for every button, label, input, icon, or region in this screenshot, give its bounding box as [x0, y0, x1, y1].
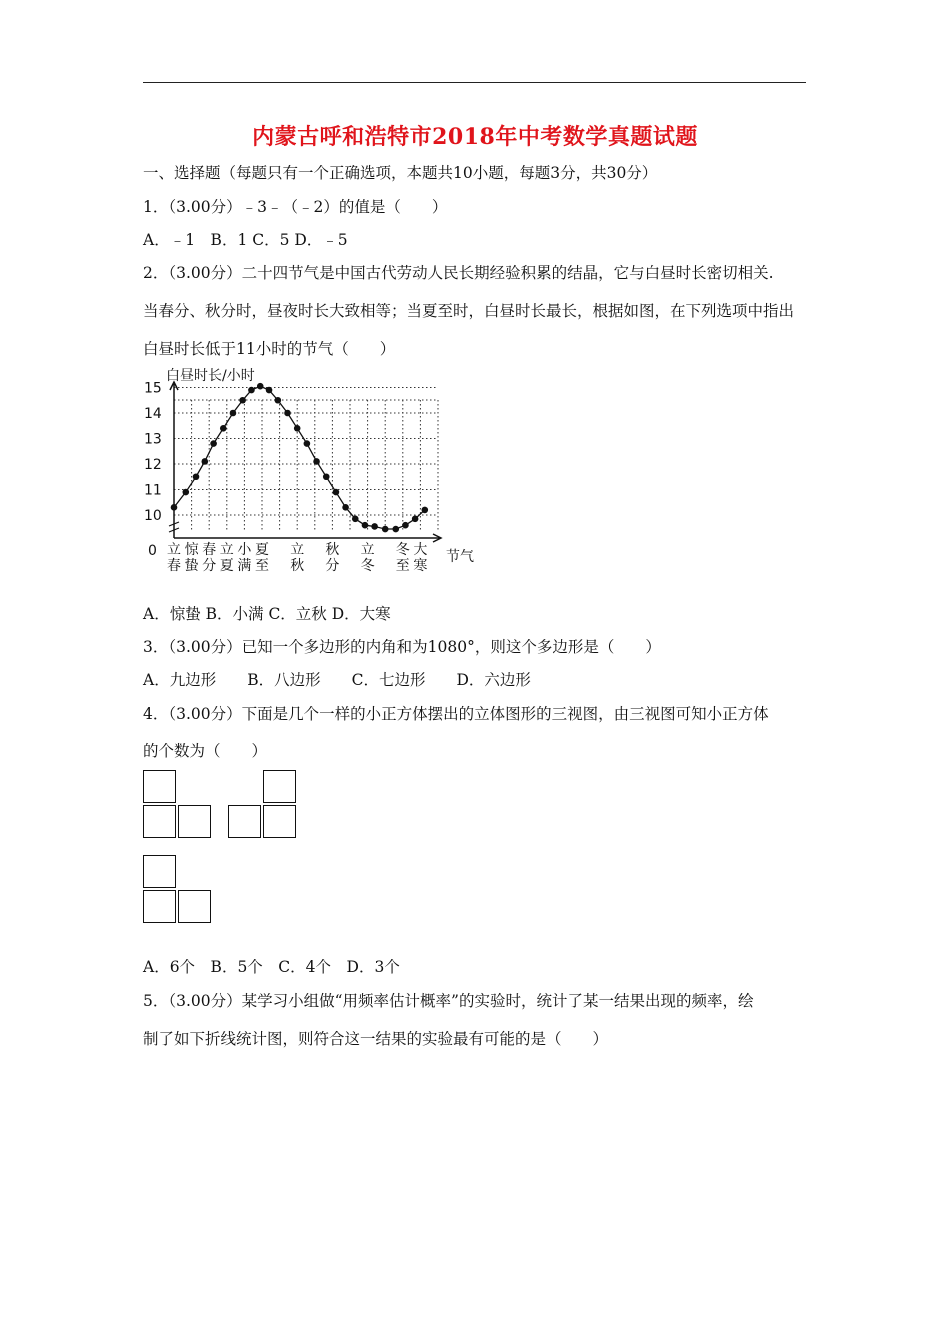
- view-square: [178, 890, 211, 923]
- chart-grid: [174, 388, 438, 531]
- data-point: [333, 489, 340, 496]
- view-square: [263, 770, 296, 803]
- data-point: [202, 458, 209, 465]
- data-point: [323, 473, 330, 480]
- view-square: [143, 805, 176, 838]
- data-point: [342, 504, 349, 511]
- q4-stem-line2: 的个数为（ ）: [143, 742, 268, 760]
- x-tick-label: 夏: [219, 558, 234, 574]
- y-tick-label: 14: [144, 406, 162, 422]
- data-point: [402, 522, 409, 529]
- data-point: [304, 440, 311, 447]
- y-tick-label: 11: [144, 482, 162, 499]
- x-tick-label: 至: [255, 558, 269, 574]
- data-point: [284, 410, 291, 417]
- q4-options: A．6个 B．5个 C．4个 D．3个: [143, 958, 400, 976]
- q1-options: A．﹣1 B．1 C．5 D．﹣5: [143, 231, 348, 249]
- origin-label: 0: [148, 543, 157, 559]
- view-square: [143, 770, 176, 803]
- x-tick-label: 大: [413, 542, 428, 558]
- data-point: [392, 526, 399, 533]
- q2-stem-line3: 白昼时长低于11小时的节气（ ）: [143, 340, 396, 358]
- y-tick-label: 10: [144, 508, 162, 524]
- data-point: [362, 522, 369, 529]
- daylight-chart: [140, 360, 485, 582]
- x-tick-label: 立: [219, 542, 234, 558]
- data-point: [248, 387, 255, 394]
- daylight-line: [174, 386, 425, 529]
- q2-stem-line2: 当春分、秋分时，昼夜时长大致相等；当夏至时，白昼时长最长，根据如图，在下列选项中指出: [143, 302, 795, 320]
- view-square: [143, 890, 176, 923]
- x-tick-label: 春: [167, 558, 181, 574]
- data-point: [230, 410, 237, 417]
- q3-options: A．九边形 B．八边形 C．七边形 D．六边形: [143, 671, 531, 689]
- x-tick-label: 立: [360, 542, 375, 558]
- q2-stem-line1: 2．（3.00分）二十四节气是中国古代劳动人民长期经验积累的结晶，它与白昼时长密切相关.: [143, 264, 774, 282]
- x-tick-label: 惊: [184, 542, 199, 558]
- section-heading: 一、选择题（每题只有一个正确选项，本题共10小题，每题3分，共30分）: [143, 164, 658, 182]
- data-point: [210, 440, 217, 447]
- x-tick-label: 蛰: [184, 558, 199, 574]
- data-point: [257, 383, 264, 390]
- data-point: [193, 473, 200, 480]
- view-square: [178, 805, 211, 838]
- q4-stem-line1: 4．（3.00分）下面是几个一样的小正方体摆出的立体图形的三视图，由三视图可知小正方体: [143, 705, 769, 723]
- x-tick-label: 夏: [255, 542, 269, 558]
- data-point: [422, 507, 429, 514]
- x-tick-label: 秋: [290, 558, 305, 574]
- x-tick-labels: [167, 541, 427, 574]
- data-point: [171, 504, 178, 511]
- data-point: [239, 397, 246, 404]
- x-tick-label: 冬: [360, 558, 375, 574]
- x-tick-label: 立: [290, 542, 305, 558]
- data-point: [382, 526, 389, 533]
- view-square: [143, 855, 176, 888]
- daylight-chart-svg: [140, 360, 485, 582]
- x-tick-label: 春: [202, 542, 217, 558]
- view-square: [263, 805, 296, 838]
- y-tick-label: 13: [144, 431, 162, 448]
- y-tick-label: 12: [144, 457, 162, 473]
- q5-stem-line2: 制了如下折线统计图，则符合这一结果的实验最有可能的是（ ）: [143, 1030, 609, 1048]
- view-square: [228, 805, 261, 838]
- x-tick-label: 秋: [325, 542, 340, 558]
- x-tick-label: 分: [202, 558, 217, 574]
- x-tick-label: 立: [167, 542, 181, 558]
- x-tick-label: 至: [395, 558, 410, 574]
- header-rule: [143, 82, 806, 83]
- y-axis-label: 白昼时长/小时: [166, 368, 255, 384]
- x-tick-label: 小: [237, 542, 252, 558]
- q5-stem-line1: 5．（3.00分）某学习小组做“用频率估计概率”的实验时，统计了某一结果出现的频率，绘: [143, 992, 754, 1010]
- data-point: [182, 489, 189, 496]
- data-point: [275, 397, 282, 404]
- data-point: [266, 387, 273, 394]
- data-point: [313, 458, 320, 465]
- x-tick-label: 冬: [395, 542, 410, 558]
- q1-stem: 1．（3.00分）﹣3﹣（﹣2）的值是（ ）: [143, 198, 448, 216]
- q3-stem: 3．（3.00分）已知一个多边形的内角和为1080°，则这个多边形是（ ）: [143, 638, 661, 656]
- page-title: 内蒙古呼和浩特市2018年中考数学真题试题: [252, 124, 698, 150]
- q2-options: A．惊蛰 B．小满 C．立秋 D．大寒: [143, 605, 391, 623]
- y-tick-label: 15: [144, 380, 162, 397]
- x-tick-label: 分: [325, 558, 340, 574]
- data-point: [294, 425, 301, 432]
- data-point: [220, 425, 227, 432]
- y-tick-labels: [144, 381, 162, 525]
- data-point: [352, 516, 359, 523]
- x-axis-label: 节气: [446, 549, 474, 565]
- x-tick-label: 满: [237, 558, 252, 574]
- x-tick-label: 寒: [413, 558, 428, 574]
- data-point: [371, 523, 378, 530]
- data-point: [412, 516, 419, 523]
- chart-axes: [169, 382, 441, 542]
